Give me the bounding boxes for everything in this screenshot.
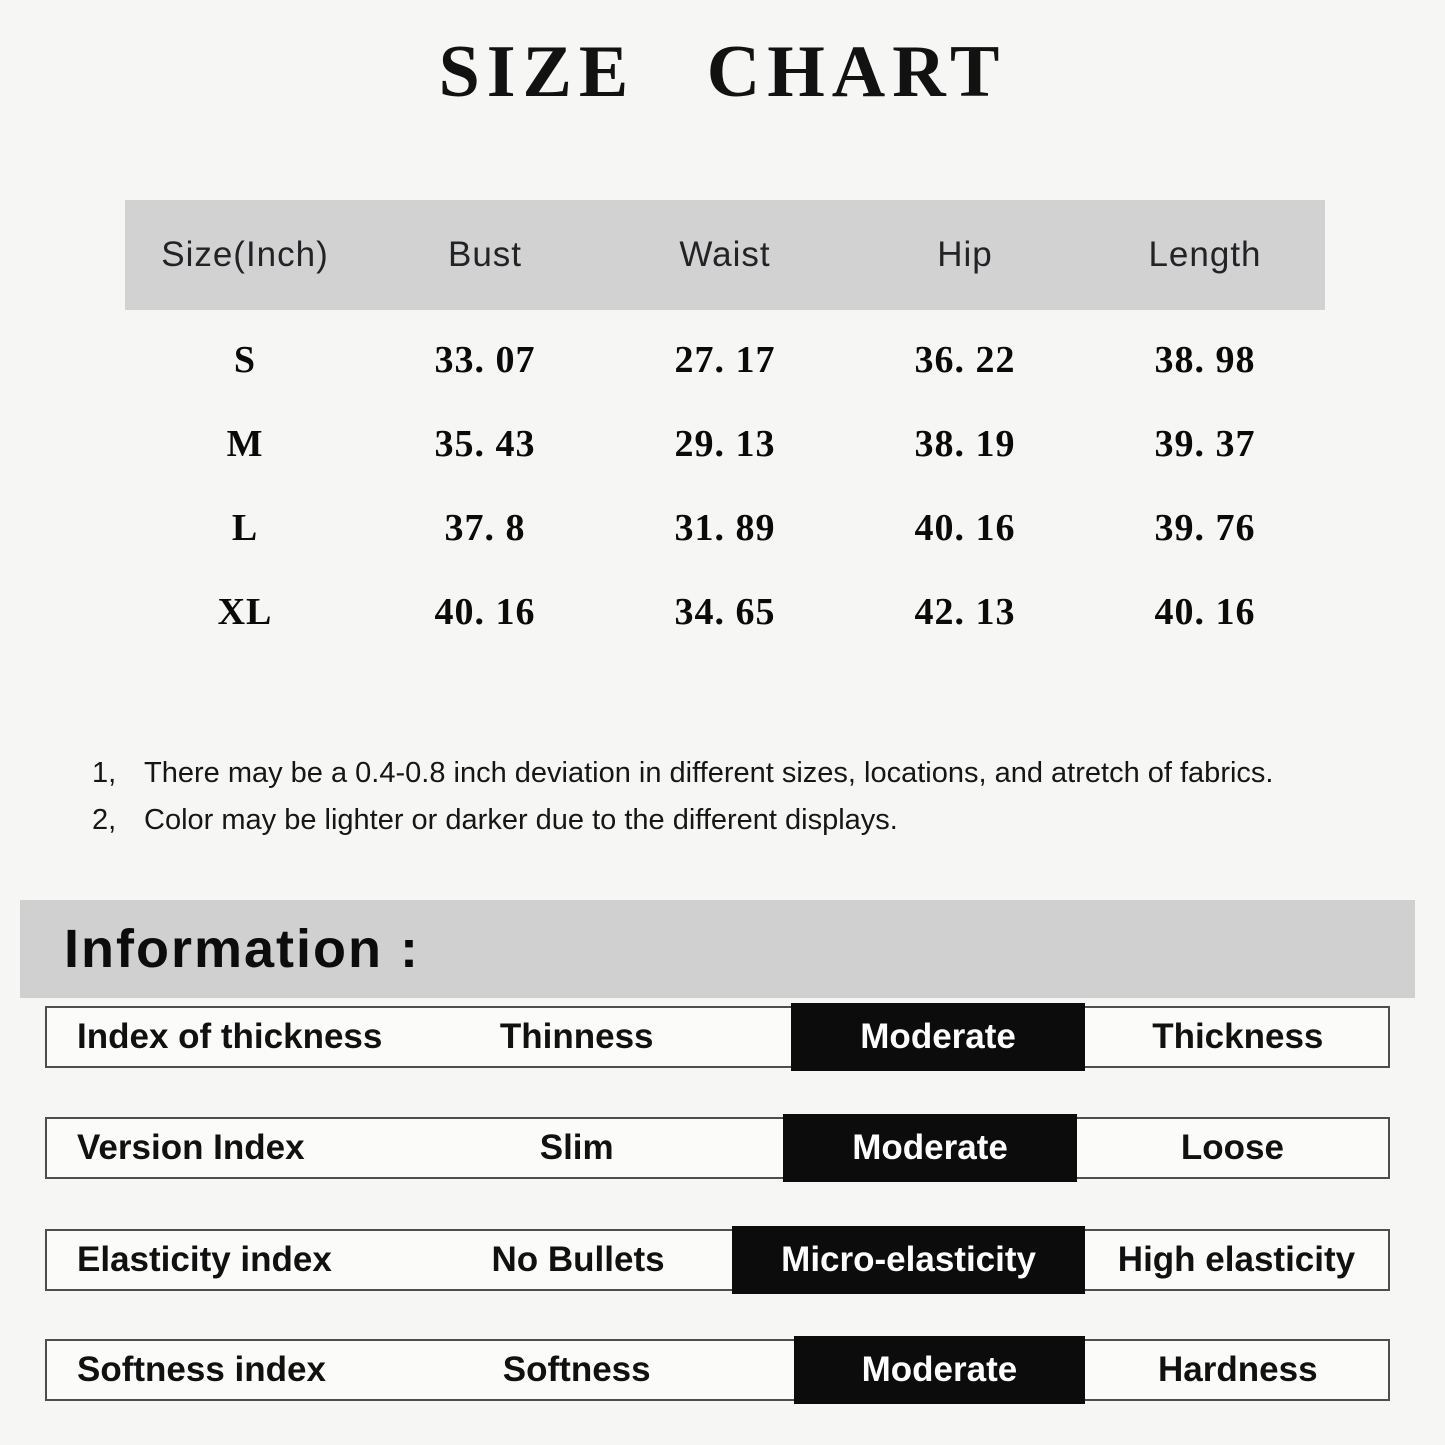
- table-row-s: [125, 318, 1325, 402]
- length-value: 39. 76: [1154, 507, 1256, 549]
- header-size-inch: Size(Inch): [161, 235, 329, 274]
- info-row-softness: [45, 1339, 1390, 1401]
- info-option-low: Softness: [502, 1350, 651, 1389]
- information-heading: Information :: [64, 919, 420, 979]
- bust-value: 37. 8: [444, 507, 526, 549]
- notes: [92, 750, 1432, 844]
- info-row-label: Softness index: [77, 1350, 326, 1389]
- hip-value: 42. 13: [914, 591, 1016, 633]
- note-number: 1,: [92, 757, 117, 789]
- info-row-label: Index of thickness: [77, 1017, 383, 1056]
- table-row-l: [125, 486, 1325, 570]
- info-row-thickness: [45, 1006, 1390, 1068]
- header-length: Length: [1148, 235, 1262, 274]
- info-option-low: Thinness: [499, 1017, 654, 1056]
- waist-value: 27. 17: [674, 339, 776, 381]
- header-hip: Hip: [937, 235, 993, 274]
- table-row-xl: [125, 570, 1325, 654]
- info-row-label: Elasticity index: [77, 1240, 332, 1279]
- size-label: M: [226, 423, 264, 465]
- length-value: 40. 16: [1154, 591, 1256, 633]
- bust-value: 40. 16: [434, 591, 536, 633]
- note-color: [92, 797, 1432, 844]
- hip-value: 40. 16: [914, 507, 1016, 549]
- info-option-selected: Moderate: [791, 1003, 1085, 1071]
- waist-value: 31. 89: [674, 507, 776, 549]
- header-waist: Waist: [679, 235, 771, 274]
- note-text: There may be a 0.4-0.8 inch deviation in different sizes, locations, and atretch of fabrics.: [144, 757, 1274, 789]
- hip-value: 36. 22: [914, 339, 1016, 381]
- info-row-version: [45, 1117, 1390, 1179]
- info-option-selected: Moderate: [783, 1114, 1077, 1182]
- info-option-high: Hardness: [1158, 1350, 1318, 1389]
- length-value: 39. 37: [1154, 423, 1256, 465]
- info-row-elasticity: [45, 1229, 1390, 1291]
- note-text: Color may be lighter or darker due to the different displays.: [144, 804, 898, 836]
- size-table-body: [125, 310, 1325, 654]
- hip-value: 38. 19: [914, 423, 1016, 465]
- length-value: 38. 98: [1154, 339, 1256, 381]
- info-row-label: Version Index: [77, 1128, 305, 1167]
- info-option-low: No Bullets: [491, 1240, 665, 1279]
- header-bust: Bust: [447, 235, 523, 274]
- size-label: S: [233, 339, 257, 381]
- waist-value: 29. 13: [674, 423, 776, 465]
- page-title: SIZE CHART: [438, 31, 1007, 113]
- size-table-header-row: [125, 200, 1325, 310]
- size-table: [125, 200, 1325, 654]
- note-number: 2,: [92, 804, 117, 836]
- size-label: XL: [217, 591, 273, 633]
- table-row-m: [125, 402, 1325, 486]
- info-option-high: Loose: [1180, 1128, 1284, 1167]
- bust-value: 35. 43: [434, 423, 536, 465]
- note-deviation: [92, 750, 1432, 797]
- size-label: L: [231, 507, 259, 549]
- waist-value: 34. 65: [674, 591, 776, 633]
- info-option-high: Thickness: [1152, 1017, 1324, 1056]
- information-header-band: [20, 900, 1415, 998]
- bust-value: 33. 07: [434, 339, 536, 381]
- info-option-selected: Moderate: [794, 1336, 1085, 1404]
- info-option-high: High elasticity: [1117, 1240, 1356, 1279]
- info-option-low: Slim: [539, 1128, 614, 1167]
- info-option-selected: Micro-elasticity: [732, 1226, 1085, 1294]
